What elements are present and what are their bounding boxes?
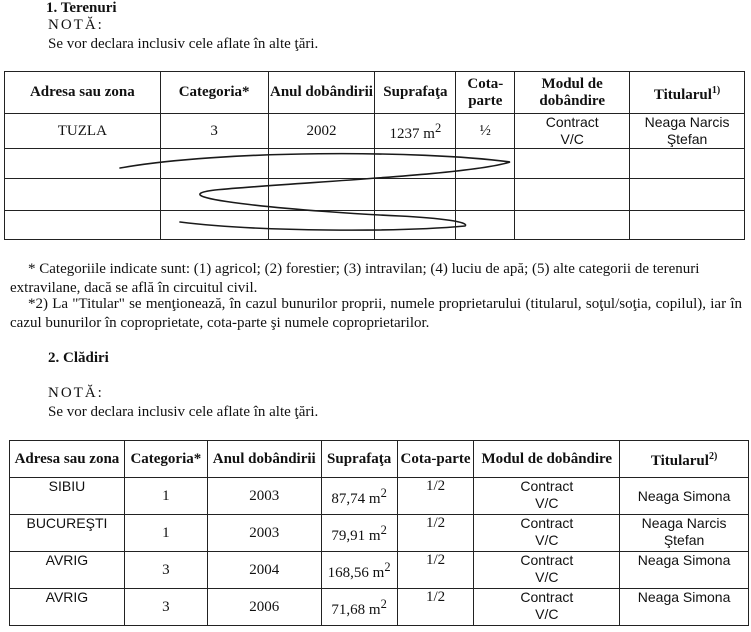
section1-nota: NOTĂ:	[48, 17, 104, 33]
header-suprafata: Suprafaţa	[321, 441, 397, 478]
cell-categoria: 1	[124, 515, 207, 552]
section1-title: 1. Terenuri	[46, 0, 117, 16]
titular-line1: Neaga Simona	[637, 487, 731, 504]
cell-adresa: BUCUREŞTI	[10, 515, 125, 552]
table-row	[10, 478, 749, 515]
titular-line1: Neaga Simona	[637, 589, 731, 605]
suprafata-sup: 2	[384, 559, 391, 574]
titular-line2: Ştefan	[666, 131, 708, 147]
header-modul: Modul de dobândire	[515, 72, 630, 114]
table-row	[10, 515, 749, 552]
cladiri-table	[9, 440, 749, 626]
cell-titular	[620, 552, 749, 589]
header-adresa: Adresa sau zona	[10, 441, 125, 478]
cell-cota: ½	[456, 114, 515, 149]
header-anul: Anul dobândirii	[268, 72, 375, 114]
modul-line2: V/C	[535, 532, 559, 548]
footnote-titular: *2) La "Titular" se menţionează, în cazul bunurilor proprii, numele proprietarului (titularul, soţul/soţia, copilul), iar în cazul bunurilor în coproprietate, cota-parte şi numele coproprietarilor.	[10, 296, 742, 331]
header-cota: Cota-​parte	[456, 72, 515, 114]
cell-categoria: 1	[124, 478, 207, 515]
suprafata-value: 168,56 m	[327, 564, 385, 581]
suprafata-sup: 2	[380, 522, 387, 537]
modul-line2: V/C	[535, 569, 559, 585]
titular-line1: Neaga Simona	[637, 552, 731, 568]
modul-line2: V/C	[535, 606, 559, 622]
cell-anul: 2002	[268, 114, 375, 149]
section2-nota: NOTĂ:	[48, 385, 104, 401]
header-categoria: Categoria*	[160, 72, 268, 114]
titular-line2: Ştefan	[663, 532, 705, 548]
cell-modul	[474, 478, 620, 515]
header-cota: Cota-​parte	[397, 441, 474, 478]
titular-line1: Neaga Narcis	[641, 515, 727, 531]
cell-titular	[620, 589, 749, 626]
titular-line1: Neaga Narcis	[644, 114, 730, 130]
header-titular: Titularul$^{1)}$	[630, 72, 745, 114]
suprafata-sup: 2	[380, 596, 387, 611]
cell-anul: 2004	[207, 552, 321, 589]
modul-line2: V/C	[560, 131, 584, 147]
modul-line1: Contract	[520, 478, 574, 494]
suprafata-value: 87,74 m	[331, 490, 381, 507]
section1-note-text: Se vor declara inclusiv cele aflate în alte ţări.	[48, 36, 319, 52]
cell-cota: 1/2	[397, 478, 474, 515]
section2-title: 2. Clădiri	[48, 350, 109, 366]
table-row	[10, 552, 749, 589]
section2-note-text: Se vor declara inclusiv cele aflate în alte ţări.	[48, 404, 319, 420]
header-titular: Titularul$^{2)}$	[620, 441, 749, 478]
cell-cota: 1/2	[397, 552, 474, 589]
suprafata-value: 1237 m	[389, 125, 435, 142]
cell-adresa: AVRIG	[10, 589, 125, 626]
cell-modul	[474, 589, 620, 626]
modul-line1: Contract	[520, 552, 574, 568]
cell-categoria: 3	[124, 552, 207, 589]
suprafata-sup: 2	[434, 120, 442, 135]
cell-adresa: SIBIU	[10, 478, 125, 515]
cell-adresa: TUZLA	[5, 114, 161, 149]
modul-line1: Contract	[520, 515, 574, 531]
cell-modul	[474, 552, 620, 589]
cell-suprafata	[321, 478, 397, 515]
cell-suprafata	[321, 552, 397, 589]
suprafata-value: 71,68 m	[331, 601, 381, 618]
modul-line1: Contract	[520, 589, 574, 605]
cell-titular	[620, 515, 749, 552]
header-modul: Modul de dobândire	[474, 441, 620, 478]
header-suprafata: Suprafaţa	[375, 72, 456, 114]
footnote-categorii: * Categoriile indicate sunt: (1) agricol; (2) forestier; (3) intravilan; (4) luciu de apă; (5) alte categorii de terenuri extravilane, dacă se află în circuitul civil.	[10, 261, 700, 296]
cell-suprafata	[321, 515, 397, 552]
cell-cota: 1/2	[397, 515, 474, 552]
cell-categoria: 3	[124, 589, 207, 626]
header-adresa: Adresa sau zona	[5, 72, 161, 114]
cell-suprafata	[321, 589, 397, 626]
cell-anul: 2003	[207, 515, 321, 552]
cell-anul: 2006	[207, 589, 321, 626]
suprafata-sup: 2	[380, 485, 387, 500]
header-categoria: Categoria*	[124, 441, 207, 478]
header-anul: Anul dobândirii	[207, 441, 321, 478]
table-row	[10, 589, 749, 626]
cell-modul	[474, 515, 620, 552]
cladiri-header-row	[10, 441, 749, 478]
cell-cota: 1/2	[397, 589, 474, 626]
cell-adresa: AVRIG	[10, 552, 125, 589]
cell-titular	[620, 478, 749, 515]
cell-categoria: 3	[160, 114, 268, 149]
suprafata-value: 79,91 m	[331, 527, 381, 544]
cell-anul: 2003	[207, 478, 321, 515]
modul-line2: V/C	[535, 495, 559, 511]
modul-line1: Contract	[545, 114, 599, 130]
